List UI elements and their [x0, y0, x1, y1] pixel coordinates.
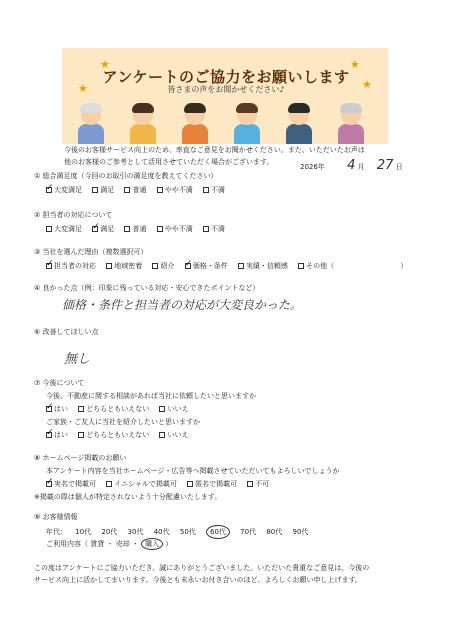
checkbox[interactable]	[152, 263, 158, 269]
checkbox[interactable]	[92, 187, 98, 193]
checkbox[interactable]	[159, 432, 165, 438]
q8-usage: ご利用内容（ 賃貸 ・ 売却 ・ 購入 ）	[46, 540, 173, 548]
q7-note: ※掲載の際は個人が特定されないよう十分配慮いたします。	[34, 493, 222, 501]
q4-answer: 価格・条件と担当者の対応が大変良かった。	[62, 298, 303, 312]
checkbox[interactable]	[157, 187, 163, 193]
selected-usage[interactable]: 購入	[141, 538, 163, 550]
q5-title: ⑥ 改善してほしい点	[34, 328, 99, 336]
page-subtitle: 皆さまの声をお聞かせください♪	[167, 85, 285, 94]
checkbox[interactable]	[92, 226, 98, 232]
q6-question-2: ご家族・ご友人に当社を紹介したいと思いますか	[46, 418, 200, 426]
checkbox[interactable]	[124, 187, 130, 193]
q1-title: ① 総合満足度（今回のお取引の満足度を教えてください）	[34, 172, 218, 180]
checkbox[interactable]	[187, 481, 193, 487]
q2-title: ② 担当者の対応について	[34, 211, 113, 219]
checkbox[interactable]	[46, 187, 52, 193]
checkbox[interactable]	[106, 481, 112, 487]
star-icon: ★	[78, 82, 88, 95]
q4-title: ④ 良かった点（例：印象に残っている対応・安心できたポイントなど）	[34, 284, 260, 292]
checkbox[interactable]	[185, 263, 191, 269]
checkbox[interactable]	[46, 481, 52, 487]
checkbox[interactable]	[46, 226, 52, 232]
checkbox[interactable]	[203, 187, 209, 193]
checkbox[interactable]	[106, 263, 112, 269]
q6-title: ⑦ 今後について	[34, 379, 85, 387]
footer-text: この度はアンケートにご協力いただき、誠にありがとうございました。いただいた貴重なご意見は、今後の サービス向上に活かしてまいります。今後とも末永いお付き合いのほど、よろしくお願い申し上げます。	[34, 564, 370, 584]
q6-question-1: 今後、不動産に関する相談があれば当社に依頼したいと思いますか	[46, 392, 256, 400]
q8-ages: 年代： 10代 20代 30代 40代 50代 60代 70代 80代 90代	[46, 525, 316, 539]
q8-title: ⑨ お客様情報	[34, 513, 78, 521]
q5-answer: 無し	[64, 352, 91, 367]
checkbox[interactable]	[247, 481, 253, 487]
q7-title: ⑧ ホームページ掲載のお願い	[34, 454, 127, 462]
q1-options: ✓大変満足 満足 普通 やや不満 不満	[46, 185, 233, 195]
q6-options-2: ✓はい どちらともいえない いいえ	[46, 430, 196, 440]
checkbox[interactable]	[46, 432, 52, 438]
checkbox[interactable]	[46, 406, 52, 412]
q7-text: 本アンケート内容を当社ホームページ・広告等へ掲載させていただいてもよろしいでしょうか	[46, 467, 340, 475]
q6-options-1: ✓はい どちらともいえない いいえ	[46, 404, 196, 414]
checkbox[interactable]	[238, 263, 244, 269]
checkbox[interactable]	[159, 406, 165, 412]
checkbox[interactable]	[124, 226, 130, 232]
page-title: アンケートのご協力をお願いします	[102, 68, 350, 86]
selected-age[interactable]: 60代	[206, 525, 230, 539]
star-icon: ★	[362, 78, 372, 91]
intro-text: 今後のお客様サービス向上のため、率直なご意見をお聞かせください。また、いただいたお声は 他のお客様のご参考として活用させていただく場合がございます。	[64, 146, 365, 166]
q3-title: ③ 当社を選んだ理由（複数選択可）	[34, 248, 148, 256]
people-illustration	[62, 95, 388, 144]
checkbox[interactable]	[78, 406, 84, 412]
star-icon: ★	[100, 58, 110, 71]
date-field: 2026年 4 月 27 日	[300, 158, 403, 173]
checkbox[interactable]	[157, 226, 163, 232]
q2-options: 大変満足 ✓ 満足 普通 やや不満 不満	[46, 224, 233, 234]
star-icon: ★	[350, 58, 360, 71]
checkbox[interactable]	[203, 226, 209, 232]
checkbox[interactable]	[78, 432, 84, 438]
checkbox[interactable]	[46, 263, 52, 269]
q7-options: ✓実名で掲載可 イニシャルで掲載可 匿名で掲載可 不可	[46, 479, 277, 489]
q3-options: ✓担当者の対応 地域密着 紹介 ✓ 価格・条件 実績・信頼感 その他（ ）	[46, 261, 407, 271]
checkbox[interactable]	[298, 263, 304, 269]
